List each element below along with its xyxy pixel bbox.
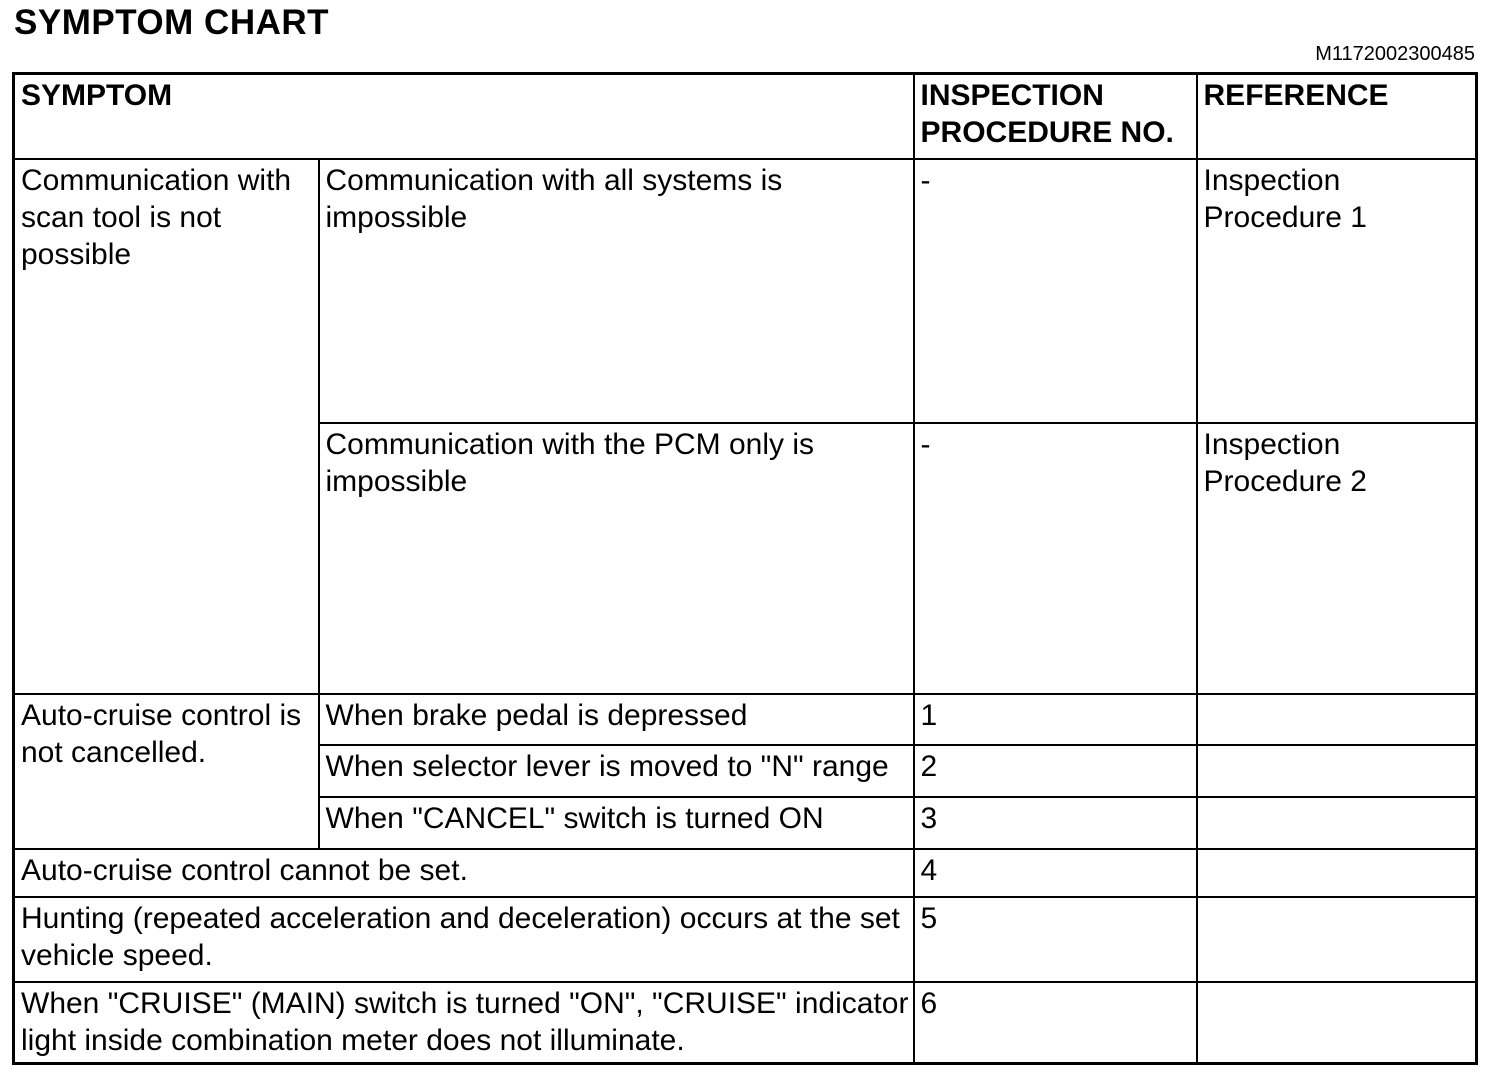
table-row (14, 897, 1477, 982)
reference-cell (1197, 694, 1477, 745)
symptom-group-cell: Auto-cruise control is not cancelled. (14, 694, 319, 849)
symptom-cell: Auto-cruise control cannot be set. (14, 849, 914, 897)
procedure-no-cell: 5 (914, 897, 1197, 982)
page-title: SYMPTOM CHART (14, 3, 330, 42)
procedure-no-cell: 3 (914, 797, 1197, 849)
table-row (14, 159, 1477, 423)
reference-cell: Inspection Procedure 2 (1197, 423, 1477, 694)
col-header-symptom: SYMPTOM (14, 74, 914, 159)
procedure-no-cell: 4 (914, 849, 1197, 897)
procedure-no-cell: 6 (914, 982, 1197, 1064)
reference-cell (1197, 982, 1477, 1064)
reference-cell (1197, 797, 1477, 849)
symptom-group-cell: Communication with scan tool is not possible (14, 159, 319, 694)
procedure-no-cell: 1 (914, 694, 1197, 745)
symptom-condition-cell: When "CANCEL" switch is turned ON (319, 797, 914, 849)
reference-cell (1197, 849, 1477, 897)
table-row (14, 849, 1477, 897)
table-row (14, 694, 1477, 745)
procedure-no-cell: 2 (914, 745, 1197, 797)
symptom-condition-cell: Communication with all systems is impossible (319, 159, 914, 423)
symptom-condition-cell: When brake pedal is depressed (319, 694, 914, 745)
symptom-condition-cell: Communication with the PCM only is impossible (319, 423, 914, 694)
reference-cell (1197, 897, 1477, 982)
table-row (14, 982, 1477, 1064)
procedure-no-cell: - (914, 159, 1197, 423)
symptom-cell: Hunting (repeated acceleration and deceleration) occurs at the set vehicle speed. (14, 897, 914, 982)
procedure-no-cell: - (914, 423, 1197, 694)
symptom-condition-cell: When selector lever is moved to "N" range (319, 745, 914, 797)
doc-id: M1172002300485 (1315, 43, 1475, 65)
symptom-cell: When "CRUISE" (MAIN) switch is turned "ON", "CRUISE" indicator light inside combination meter does not illuminate. (14, 982, 914, 1064)
col-header-reference: REFERENCE (1197, 74, 1477, 159)
symptom-chart-table (12, 72, 1478, 1065)
reference-cell (1197, 745, 1477, 797)
header-row (14, 74, 1477, 159)
col-header-inspection-procedure-no: INSPECTION PROCEDURE NO. (914, 74, 1197, 159)
reference-cell: Inspection Procedure 1 (1197, 159, 1477, 423)
